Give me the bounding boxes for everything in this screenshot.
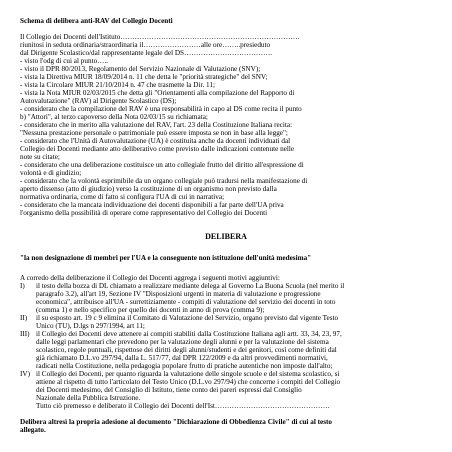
intro-line: - considerato che una deliberazione costituisce un atto collegiale frutto del diritto all'espressione di xyxy=(20,161,304,169)
point-line: il Collegio dei Docenti deve attenere ai compiti stabiliti dalla Costituzione Italiana agli artt. 33, 34, 23, 97, xyxy=(36,330,342,338)
point-line: scolastico, regole puntuali, rispettose dei diritti degli alunni/studenti e dei genitori, così come definiti dal xyxy=(36,346,337,354)
intro-line: - visto l'odg di cui al punto….. xyxy=(20,57,108,65)
intro-line: - considerato che la mancata individuazione dei docenti disponibili a far parte dell'UA priva xyxy=(20,201,284,209)
point-number: II) xyxy=(20,314,28,322)
point-line: il su esposto art. 19 c 9 elimina il Comitato di Valutazione del Servizio, organo previsto dal vigente Testo xyxy=(36,314,339,322)
intro-line: b) "Attori", al terzo capoverso della Nota 02/03/15 su richiamata; xyxy=(20,113,208,121)
point-line: attiene al rispetto di tutto l'articolato del Testo Unico (D.L.vo 297/94) che concerne i compiti del Collegio xyxy=(36,378,341,386)
point-line: radicati nella Costituzione, nella pedagogia popolare frutto di pratiche autentiche non imposte dall'alto; xyxy=(36,362,333,370)
point-line: Unico (TU), D.lgs n 297/1994, art 11; xyxy=(36,322,145,330)
document-title: Schema di delibera anti-RAV del Collegio Docenti xyxy=(20,17,173,25)
point-line: (comma 1) e nello specifico per quello dei docenti in anno di prova (comma 9); xyxy=(36,306,265,314)
intro-line: Autovalutazione" (RAV) al Dirigente Scolastico (DS); xyxy=(20,97,177,105)
point-line: già richiamato D.L.vo 297/94, dalla L. 517/77, dal DPR 122/2009 e da altri provvedimenti normativi, xyxy=(36,354,328,362)
intro-line: riunitosi in seduta ordinaria/straordinaria il……………………alle ore……..presieduto xyxy=(20,41,271,49)
intro-line: - considerato che l'Unità di Autovalutazione (UA) è costituita anche da docenti individuati dal xyxy=(20,137,291,145)
motivation-lead: A corredo della deliberazione il Collegio dei Docenti aggrega i seguenti motivi aggiuntivi: xyxy=(20,274,280,282)
intro-line: note su citate; xyxy=(20,153,60,161)
point-line: dalle leggi parlamentari che prevedono per la valutazione degli alunni e per la valutazione del sistema xyxy=(36,338,329,346)
intro-line: - considerato che la volontà esprimibile da un organo collegiale può tradursi nella manifestazione di xyxy=(20,177,308,185)
intro-line: - considerato che in merito alla valutazione del RAV, l'art. 23 della Costituzione Italiana recita: xyxy=(20,121,293,129)
intro-line: l'organismo della possibilità di operare come rappresentativo del Collegio dei Docenti xyxy=(20,209,268,217)
intro-line: - visto il DPR 80/2013, Regolamento del Servizio Nazionale di Valutazione (SNV); xyxy=(20,65,261,73)
intro-line: normativa ordinaria, come di fatto si configura l'UA di cui in narrativa; xyxy=(20,193,225,201)
intro-line: - considerato che la compilazione del RAV è una responsabilità in capo al DS come recita il punto xyxy=(20,105,302,113)
point-line: paragrafo 3.2), all'art 19, Sezione IV "Disposizioni urgenti in materia di valutazione e progressione xyxy=(36,290,321,298)
point-line: economica", attribuisce all'UA - surrettiziamente - compiti di valutazione del servizio dei docenti in toto xyxy=(36,298,336,306)
intro-line: aperto dissenso (atto di giudizio) verso la costituzione di un organismo non previsto dalla xyxy=(20,185,277,193)
point-number: I) xyxy=(20,282,25,290)
delibera-heading: DELIBERA xyxy=(205,232,247,241)
intro-line: - vista la Direttiva MIUR 18/09/2014 n. 11 che detta le "priorità strategiche" del SNV; xyxy=(20,73,268,81)
closing-line: allegato. xyxy=(20,426,46,434)
intro-line: dal Dirigente Scolastico/dal rappresentante legale del DS………………………………. xyxy=(20,49,273,57)
point-line: il Collegio dei Docenti, per quanto riguarda la valutazione delle singole scuole e del sistema scolastico, si xyxy=(36,370,340,378)
point-line: Nazionale della Pubblica Istruzione. xyxy=(36,394,141,402)
point-number: IV) xyxy=(20,370,30,378)
resolution-title: "la non designazione di membri per l'UA e la conseguente non istituzione dell'unità medesima" xyxy=(20,254,312,262)
intro-line: volontà e di giudizio; xyxy=(20,169,82,177)
point-line: il testo della bozza di DL chiamato a realizzare mediante delega al Governo La Buona Scuola (nel merito il xyxy=(36,282,345,290)
intro-line: Il Collegio dei Docenti dell'Istituto………………………………………………………………… xyxy=(20,33,300,41)
intro-line: "Nessuna prestazione personale o patrimoniale può essere imposta se non in base alla legge"; xyxy=(20,129,288,137)
point-number: III) xyxy=(20,330,30,338)
intro-line: - vista la Nota MIUR 02/03/2015 che detta gli "Orientamenti alla compilazione del Rapporto di xyxy=(20,89,295,97)
point-line: Tutto ciò premesso e deliberato il Collegio dei Docenti dell'Ist………………………………………… xyxy=(36,402,330,410)
intro-line: Collegio dei Docenti mediante atto deliberativo come previsto dalle indicazioni contenute nelle xyxy=(20,145,295,153)
point-line: dei Docenti medesimo, del Consiglio di Istituto, tiene conto dei pareri espressi dal Consiglio xyxy=(36,386,302,394)
intro-line: - vista la Circolare MIUR 21/10/2014 n. 47 che trasmette la Dir. 11; xyxy=(20,81,215,89)
closing-line: Delibera altresì la propria adesione al documento "Dichiarazione di Obbedienza Civile" di cui al testo xyxy=(20,418,332,426)
